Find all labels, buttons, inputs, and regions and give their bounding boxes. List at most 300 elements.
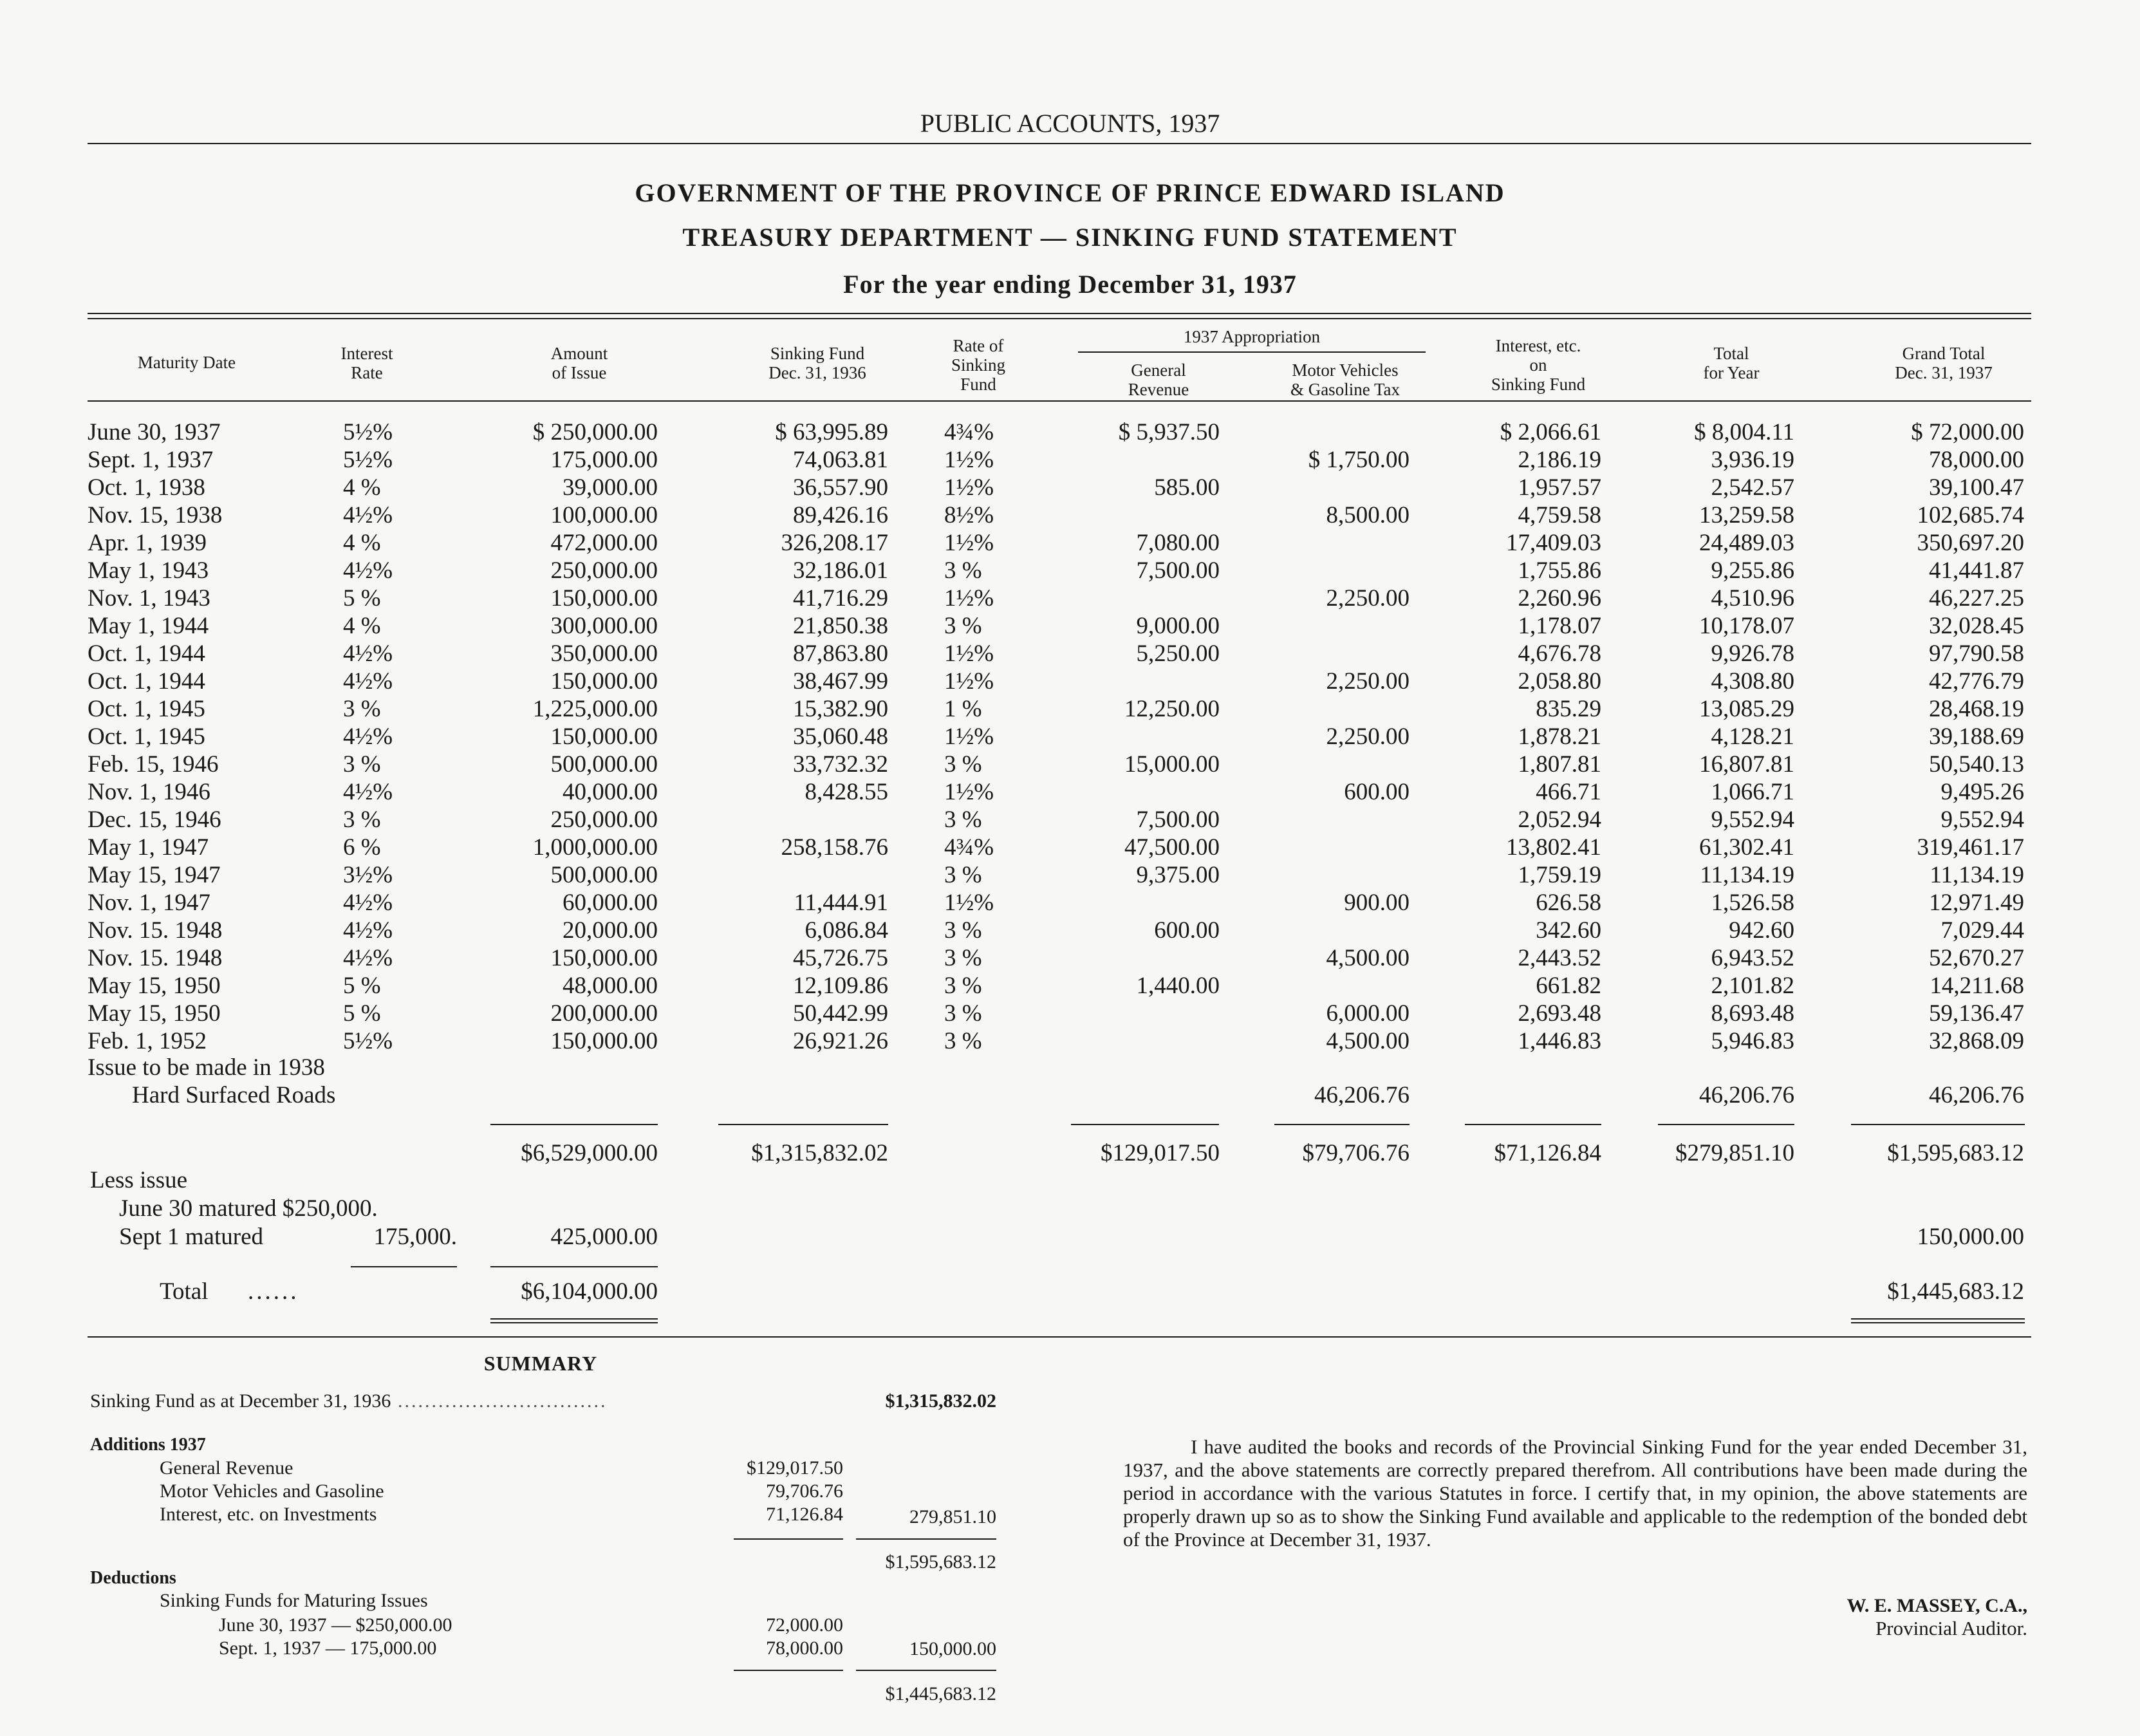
cell-rate: 4 % [343,530,381,556]
cell-date: Oct. 1, 1938 [88,474,205,501]
cell-interest: 2,443.52 [1518,945,1601,971]
total-rule [490,1124,658,1125]
table-row [0,501,2140,529]
less-issue-line1: June 30 matured $250,000. [119,1195,378,1222]
total-rule [1465,1124,1601,1125]
cell-amount: 150,000.00 [550,945,658,971]
cell-total: 8,693.48 [1711,1000,1794,1027]
summary-heading: SUMMARY [483,1352,598,1375]
cell-motor: 2,250.00 [1326,585,1410,611]
cell-amount: 200,000.00 [550,1000,658,1027]
cell-srate: 3 % [944,973,982,999]
final-double-rule [490,1318,658,1320]
summary-addition-label: Interest, etc. on Investments [160,1504,377,1525]
cell-amount: 250,000.00 [550,807,658,833]
cell-general: $ 5,937.50 [1118,419,1220,445]
cell-interest: 1,759.19 [1518,862,1601,888]
cell-amount: 150,000.00 [550,723,658,750]
cell-rate: 4 % [343,474,381,501]
less-issue-line2-value: 175,000. [373,1224,457,1250]
cell-srate: 3 % [944,945,982,971]
total-rule [1274,1124,1410,1125]
cell-amount: $ 250,000.00 [532,419,658,445]
issue-1938-row [0,1081,2140,1109]
cell-grand: 7,029.44 [1940,917,2024,944]
cell-total: 10,178.07 [1699,613,1794,639]
table-row [0,529,2140,557]
table-row [0,695,2140,723]
cell-grand: 102,685.74 [1917,502,2024,528]
table-row [0,446,2140,474]
summary-final: $1,445,683.12 [885,1683,996,1704]
table-row [0,861,2140,889]
cell-srate: 8½% [944,502,994,528]
cell-srate: 3 % [944,807,982,833]
cell-total: 4,510.96 [1711,585,1794,611]
summary-deduction-value: 78,000.00 [766,1638,843,1659]
table-row [0,889,2140,917]
cell-date: Apr. 1, 1939 [88,530,207,556]
cell-general: 9,375.00 [1136,862,1220,888]
cell-rate: 3 % [343,807,381,833]
cell-total: 1,526.58 [1711,890,1794,916]
table-row [0,944,2140,972]
cell-general: 12,250.00 [1124,696,1220,722]
cell-total: 9,552.94 [1711,807,1794,833]
cell-motor: 4,500.00 [1326,1028,1410,1054]
cell-rate: 5½% [343,1028,393,1054]
col-motor-vehicles: Motor Vehicles & Gasoline Tax [1290,360,1400,399]
cell-grand: 9,495.26 [1940,779,2024,805]
cell-sinking: 258,158.76 [781,834,888,861]
cell-sinking: 21,850.38 [793,613,888,639]
cell-date: Feb. 1, 1952 [88,1028,207,1054]
summary-addition-label: General Revenue [160,1457,293,1479]
cell-general: 7,080.00 [1136,530,1220,556]
total-amount: $6,529,000.00 [521,1140,658,1166]
cell-grand: 46,227.25 [1929,585,2024,611]
cell-total: 2,542.57 [1711,474,1794,501]
cell-interest: $ 2,066.61 [1500,419,1601,445]
cell-date: May 15, 1947 [88,862,221,888]
table-row [0,806,2140,834]
cell-amount: 39,000.00 [563,474,658,501]
cell-grand: 319,461.17 [1917,834,2024,861]
col-interest-rate: Interest Rate [340,344,393,382]
cell-srate: 3 % [944,613,982,639]
cell-amount: 48,000.00 [563,973,658,999]
col-total-for-year: Total for Year [1703,344,1760,382]
cell-srate: 1½% [944,723,994,750]
cell-date: Oct. 1, 1945 [88,696,205,722]
cell-interest: 342.60 [1536,917,1601,944]
cell-interest: 2,052.94 [1518,807,1601,833]
cell-motor: 4,500.00 [1326,945,1410,971]
cell-amount: 150,000.00 [550,585,658,611]
table-row [0,778,2140,806]
cell-interest: 4,759.58 [1518,502,1601,528]
summary-deduction-value: 72,000.00 [766,1614,843,1636]
cell-amount: 250,000.00 [550,557,658,584]
cell-sinking: 15,382.90 [793,696,888,722]
total-year: $279,851.10 [1675,1140,1794,1166]
summary-deduction-label: June 30, 1937 — $250,000.00 [219,1614,452,1636]
table-row [0,1000,2140,1027]
cell-total: 16,807.81 [1699,751,1794,778]
cell-interest: 1,878.21 [1518,723,1601,750]
cell-interest: 661.82 [1536,973,1601,999]
cell-grand: 39,188.69 [1929,723,2024,750]
auditor-name: W. E. MASSEY, C.A., [1847,1595,2027,1616]
cell-interest: 1,807.81 [1518,751,1601,778]
summary-addition-value: 79,706.76 [766,1480,843,1502]
table-row [0,612,2140,640]
col-general-revenue: General Revenue [1128,360,1189,399]
cell-rate: 4 % [343,613,381,639]
cell-general: 5,250.00 [1136,640,1220,667]
cell-grand: 14,211.68 [1930,973,2024,999]
cell-date: Nov. 1, 1946 [88,779,210,805]
cell-date: May 15, 1950 [88,1000,221,1027]
cell-rate: 5 % [343,585,381,611]
cell-srate: 1½% [944,530,994,556]
cell-srate: 3 % [944,917,982,944]
header-rule [88,143,2031,144]
cell-date: May 1, 1944 [88,613,209,639]
cell-total: 4,128.21 [1711,723,1794,750]
table-row [0,640,2140,667]
cell-grand: 59,136.47 [1929,1000,2024,1027]
cell-date: Nov. 15. 1948 [88,945,223,971]
less-rule [490,1266,658,1267]
summary-rule [734,1670,843,1671]
cell-sinking: 26,921.26 [793,1028,888,1054]
totals-row [0,1139,2140,1167]
final-total-grand: $1,445,683.12 [1887,1278,2024,1305]
cell-amount: 100,000.00 [550,502,658,528]
cell-grand: 12,971.49 [1929,890,2024,916]
summary-rule [856,1538,996,1540]
cell-interest: 1,957.57 [1518,474,1601,501]
cell-motor: $ 1,750.00 [1308,447,1410,473]
cell-date: May 1, 1947 [88,834,209,861]
cell-rate: 4½% [343,890,393,916]
cell-total: 11,134.19 [1700,862,1794,888]
summary-top-rule [88,1336,2031,1338]
total-general: $129,017.50 [1101,1140,1220,1166]
cell-total: 942.60 [1729,917,1794,944]
cell-amount: 472,000.00 [550,530,658,556]
cell-rate: 5½% [343,447,393,473]
cell-motor: 6,000.00 [1326,1000,1410,1027]
table-row [0,972,2140,1000]
cell-sinking: 8,428.55 [805,779,888,805]
less-issue-label: Less issue [90,1167,188,1193]
less-issue-amount: 425,000.00 [550,1224,658,1250]
cell-srate: 3 % [944,1000,982,1027]
cell-total: 2,101.82 [1711,973,1794,999]
cell-date: Sept. 1, 1937 [88,447,214,473]
final-double-rule [1851,1322,2025,1323]
table-row [0,667,2140,695]
cell-interest: 626.58 [1536,890,1601,916]
cell-motor: 2,250.00 [1326,723,1410,750]
cell-rate: 4½% [343,945,393,971]
cell-grand: 42,776.79 [1929,668,2024,695]
cell-amount: 300,000.00 [550,613,658,639]
total-rule [1658,1124,1794,1125]
issue-1938-motor: 46,206.76 [1314,1082,1410,1108]
summary-deductions-total: 150,000.00 [909,1638,996,1659]
cell-amount: 150,000.00 [550,668,658,695]
total-interest: $71,126.84 [1494,1140,1601,1166]
cell-date: Nov. 15, 1938 [88,502,223,528]
cell-general: 47,500.00 [1124,834,1220,861]
cell-srate: 1½% [944,779,994,805]
total-sinking: $1,315,832.02 [751,1140,888,1166]
cell-sinking: 41,716.29 [793,585,888,611]
cell-amount: 40,000.00 [563,779,658,805]
col-grand-total: Grand Total Dec. 31, 1937 [1895,344,1993,382]
cell-srate: 4¾% [944,834,994,861]
cell-date: Feb. 15, 1946 [88,751,219,778]
summary-sinking-value: $1,315,832.02 [885,1390,996,1412]
cell-interest: 1,178.07 [1518,613,1601,639]
table-row [0,584,2140,612]
summary-additions-heading: Additions 1937 [90,1435,206,1455]
table-row [0,418,2140,446]
cell-srate: 3 % [944,1028,982,1054]
cell-total: $ 8,004.11 [1694,419,1794,445]
less-issue-row [0,1223,2140,1251]
cell-date: May 1, 1943 [88,557,209,584]
cell-rate: 4½% [343,779,393,805]
cell-srate: 1½% [944,668,994,695]
cell-rate: 5 % [343,973,381,999]
cell-general: 7,500.00 [1136,557,1220,584]
cell-amount: 500,000.00 [550,862,658,888]
cell-interest: 466.71 [1536,779,1601,805]
cell-rate: 3 % [343,696,381,722]
cell-rate: 6 % [343,834,381,861]
cell-rate: 4½% [343,668,393,695]
summary-addition-label: Motor Vehicles and Gasoline [160,1480,384,1502]
cell-total: 9,926.78 [1711,640,1794,667]
cell-general: 600.00 [1154,917,1220,944]
cell-srate: 1½% [944,890,994,916]
cell-amount: 500,000.00 [550,751,658,778]
cell-srate: 1½% [944,585,994,611]
summary-addition-value: 71,126.84 [766,1504,843,1525]
cell-rate: 4½% [343,917,393,944]
cell-interest: 1,446.83 [1518,1028,1601,1054]
cell-general: 585.00 [1154,474,1220,501]
cell-general: 15,000.00 [1124,751,1220,778]
cell-date: Dec. 15, 1946 [88,807,221,833]
summary-rule [734,1538,843,1540]
table-row [0,474,2140,501]
cell-interest: 2,260.96 [1518,585,1601,611]
final-total-label: Total [160,1278,209,1305]
cell-general: 1,440.00 [1136,973,1220,999]
cell-total: 5,946.83 [1711,1028,1794,1054]
cell-grand: 32,028.45 [1929,613,2024,639]
issue-1938-grand: 46,206.76 [1929,1082,2024,1108]
total-motor: $79,706.76 [1302,1140,1410,1166]
col-sinking-fund-1936: Sinking Fund Dec. 31, 1936 [768,344,866,382]
final-total-amount: $6,104,000.00 [521,1278,658,1305]
summary-addition-value: $129,017.50 [747,1457,843,1479]
cell-srate: 1½% [944,474,994,501]
table-row [0,1027,2140,1055]
header-bottom-rule [88,400,2031,402]
final-double-rule [490,1322,658,1323]
summary-subtotal: $1,595,683.12 [885,1551,996,1573]
cell-srate: 1 % [944,696,982,722]
appropriation-rule [1078,351,1426,353]
cell-interest: 835.29 [1536,696,1601,722]
cell-motor: 900.00 [1344,890,1410,916]
cell-rate: 4½% [343,557,393,584]
page-header: PUBLIC ACCOUNTS, 1937 [920,109,1220,138]
cell-total: 1,066.71 [1711,779,1794,805]
cell-rate: 5½% [343,419,393,445]
cell-grand: 9,552.94 [1940,807,2024,833]
title-line3: For the year ending December 31, 1937 [843,270,1297,299]
cell-interest: 2,058.80 [1518,668,1601,695]
cell-srate: 1½% [944,640,994,667]
cell-grand: 41,441.87 [1929,557,2024,584]
cell-grand: 97,790.58 [1929,640,2024,667]
cell-rate: 4½% [343,723,393,750]
title-line1: GOVERNMENT OF THE PROVINCE OF PRINCE EDWARD ISLAND [635,178,1505,207]
cell-date: Nov. 15. 1948 [88,917,223,944]
cell-interest: 13,802.41 [1506,834,1601,861]
cell-rate: 3½% [343,862,393,888]
title-line2: TREASURY DEPARTMENT — SINKING FUND STATEMENT [682,223,1458,252]
cell-date: Oct. 1, 1945 [88,723,205,750]
cell-date: Oct. 1, 1944 [88,640,205,667]
col-amount-of-issue: Amount of Issue [550,344,608,382]
cell-rate: 4½% [343,640,393,667]
cell-srate: 4¾% [944,419,994,445]
cell-total: 6,943.52 [1711,945,1794,971]
cell-sinking: 74,063.81 [793,447,888,473]
audit-statement: I have audited the books and records of the Provincial Sinking Fund for the year ended December 31, 1937, and the above statements are correctly prepared therefrom. All contributions have been made during the period in accordance with the various Statutes in force. I certify that, in my opinion, the above statements are properly drawn up so as to show the Sinking Fund available and applicable to the redemption of the bonded debt of the Province at December 31, 1937. [1123,1435,2027,1551]
cell-date: Oct. 1, 1944 [88,668,205,695]
cell-sinking: 33,732.32 [793,751,888,778]
cell-srate: 1½% [944,447,994,473]
cell-sinking: $ 63,995.89 [775,419,888,445]
cell-amount: 1,000,000.00 [532,834,658,861]
cell-amount: 350,000.00 [550,640,658,667]
cell-grand: 39,100.47 [1929,474,2024,501]
cell-sinking: 89,426.16 [793,502,888,528]
col-interest-sinking-fund: Interest, etc. on Sinking Fund [1491,336,1586,394]
final-total-row [0,1278,2140,1305]
summary-deductions-heading: Deductions [90,1568,176,1588]
cell-sinking: 326,208.17 [781,530,888,556]
col-rate-sinking-fund: Rate of Sinking Fund [951,336,1006,394]
cell-interest: 4,676.78 [1518,640,1601,667]
cell-total: 9,255.86 [1711,557,1794,584]
cell-srate: 3 % [944,751,982,778]
cell-interest: 17,409.03 [1506,530,1601,556]
cell-interest: 1,755.86 [1518,557,1601,584]
less-issue-grand: 150,000.00 [1917,1224,2024,1250]
cell-grand: 32,868.09 [1929,1028,2024,1054]
total-rule [1851,1124,2025,1125]
cell-sinking: 87,863.80 [793,640,888,667]
cell-amount: 175,000.00 [550,447,658,473]
cell-sinking: 45,726.75 [793,945,888,971]
cell-total: 4,308.80 [1711,668,1794,695]
summary-additions-total: 279,851.10 [909,1506,996,1527]
table-row [0,723,2140,751]
cell-rate: 3 % [343,751,381,778]
issue-1938-sublabel: Hard Surfaced Roads [132,1082,336,1108]
summary-rule [856,1670,996,1671]
cell-amount: 20,000.00 [563,917,658,944]
summary-deductions-sub: Sinking Funds for Maturing Issues [160,1590,428,1611]
cell-sinking: 32,186.01 [793,557,888,584]
cell-grand: $ 72,000.00 [1911,419,2024,445]
col-appropriation-1937: 1937 Appropriation [1183,327,1321,346]
cell-srate: 3 % [944,557,982,584]
cell-sinking: 35,060.48 [793,723,888,750]
cell-grand: 28,468.19 [1929,696,2024,722]
cell-grand: 78,000.00 [1929,447,2024,473]
cell-grand: 52,670.27 [1929,945,2024,971]
cell-date: May 15, 1950 [88,973,221,999]
cell-grand: 11,134.19 [1930,862,2024,888]
less-rule [351,1266,457,1267]
table-row [0,834,2140,861]
issue-1938-total: 46,206.76 [1699,1082,1794,1108]
cell-sinking: 38,467.99 [793,668,888,695]
cell-sinking: 36,557.90 [793,474,888,501]
cell-general: 9,000.00 [1136,613,1220,639]
cell-general: 7,500.00 [1136,807,1220,833]
cell-sinking: 12,109.86 [793,973,888,999]
cell-total: 13,259.58 [1699,502,1794,528]
final-double-rule [1851,1318,2025,1320]
table-row [0,751,2140,778]
cell-date: Nov. 1, 1947 [88,890,210,916]
summary-sinking-label: Sinking Fund as at December 31, 1936 ............................... [90,1390,608,1412]
summary-deduction-label: Sept. 1, 1937 — 175,000.00 [219,1638,437,1659]
cell-rate: 5 % [343,1000,381,1027]
cell-rate: 4½% [343,502,393,528]
cell-total: 61,302.41 [1699,834,1794,861]
table-row [0,557,2140,584]
final-total-dots: ...... [248,1278,299,1305]
cell-motor: 600.00 [1344,779,1410,805]
table-top-rule-2 [88,318,2031,319]
cell-motor: 2,250.00 [1326,668,1410,695]
table-top-rule [88,313,2031,314]
cell-amount: 150,000.00 [550,1028,658,1054]
cell-amount: 1,225,000.00 [532,696,658,722]
cell-date: Nov. 1, 1943 [88,585,210,611]
cell-grand: 350,697.20 [1917,530,2024,556]
cell-sinking: 11,444.91 [794,890,888,916]
less-issue-line2-label: Sept 1 matured [119,1224,264,1250]
cell-total: 24,489.03 [1699,530,1794,556]
cell-interest: 2,693.48 [1518,1000,1601,1027]
issue-1938-label: Issue to be made in 1938 [88,1054,325,1081]
cell-date: June 30, 1937 [88,419,221,445]
